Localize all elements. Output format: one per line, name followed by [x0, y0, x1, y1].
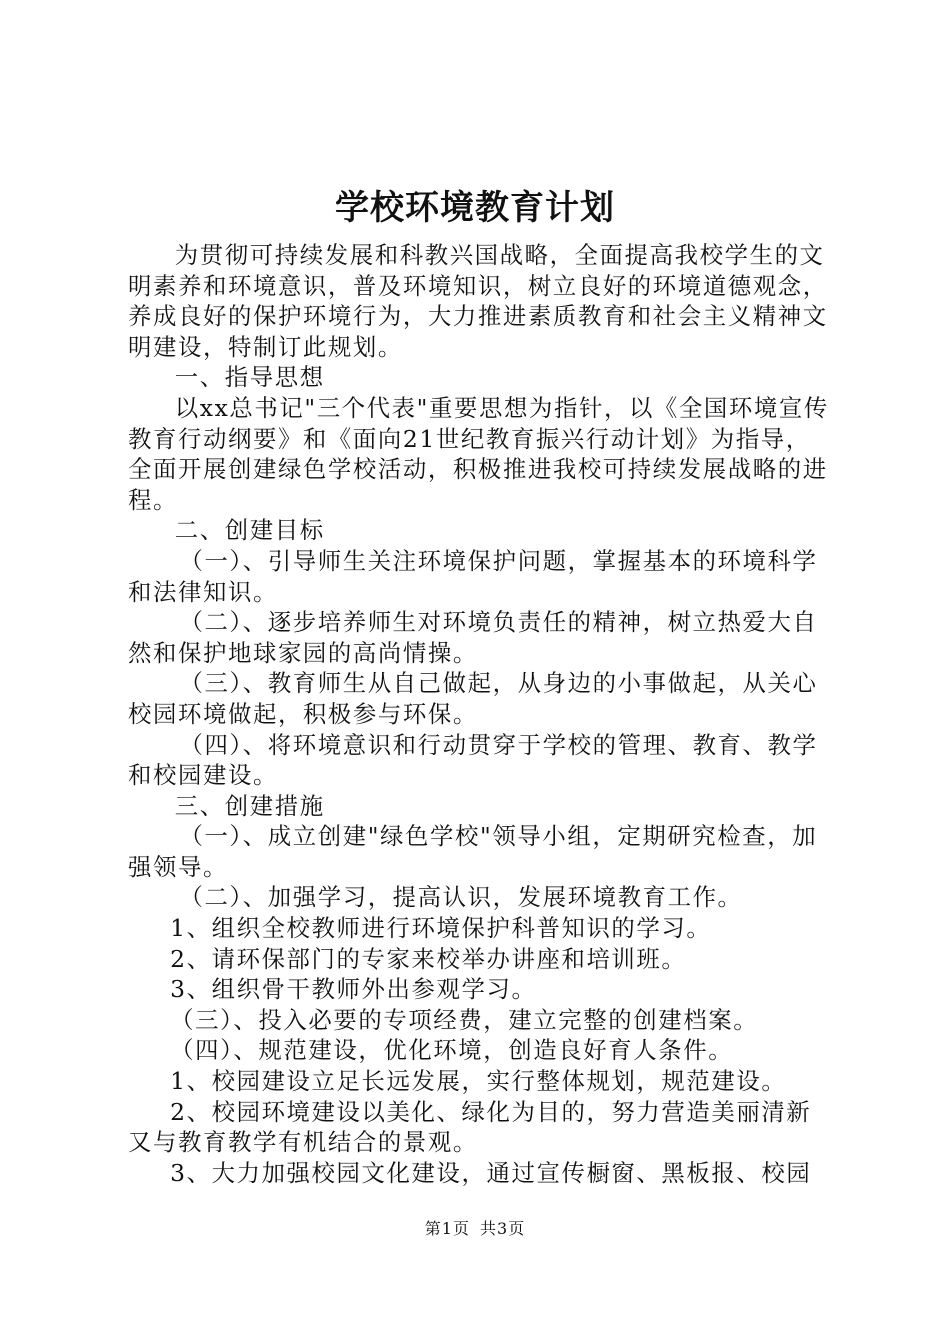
- section-heading-guiding-ideology: 一、指导思想: [174, 363, 325, 392]
- measure-subitem: 1、组织全校教师进行环境保护科普知识的学习。: [170, 914, 712, 943]
- measure-subitem: 3、组织骨干教师外出参观学习。: [170, 975, 537, 1004]
- paragraph-intro: 为贯彻可持续发展和科教兴国战略，全面提高我校学生的文明素养和环境意识，普及环境知识，树立良好的环境道德观念，养成良好的保护环境行为，大力推进素质教育和社会主义精神文明建设，特制订此规划。: [128, 241, 828, 361]
- section-heading-goals: 二、创建目标: [174, 516, 325, 545]
- page-number: 第1页: [424, 1219, 470, 1238]
- section-heading-measures: 三、创建措施: [174, 791, 325, 820]
- goal-item: （二）、逐步培养师生对环境负责任的精神，树立热爱大自然和保护地球家园的高尚情操。: [128, 608, 818, 667]
- measure-item: （二）、加强学习，提高认识，发展环境教育工作。: [179, 883, 743, 912]
- goal-item: （一）、引导师生关注环境保护问题，掌握基本的环境科学和法律知识。: [128, 546, 818, 606]
- goal-item: （四）、将环境意识和行动贯穿于学校的管理、教育、教学和校园建设。: [128, 730, 818, 790]
- measure-item: （三）、投入必要的专项经费，建立完整的创建档案。: [170, 1005, 759, 1034]
- measure-item: （四）、规范建设，优化环境，创造良好育人条件。: [170, 1036, 734, 1065]
- measure-subitem: 3、大力加强校园文化建设，通过宣传橱窗、黑板报、校园: [170, 1158, 812, 1187]
- paragraph-guiding-ideology: 以xx总书记"三个代表"重要思想为指针，以《全国环境宣传教育行动纲要》和《面向21世纪教育振兴行动计划》为指导，全面开展创建绿色学校活动，积极推进我校可持续发展战略的进程。: [128, 393, 829, 514]
- page-total: 共3页: [480, 1219, 526, 1238]
- measure-subitem: 2、请环保部门的专家来校举办讲座和培训班。: [170, 944, 687, 973]
- measure-item: （一）、成立创建"绿色学校"领导小组，定期研究检查，加强领导。: [128, 822, 818, 881]
- page-footer: [0, 1216, 950, 1239]
- document-title: 学校环境教育计划: [335, 188, 615, 228]
- measure-subitem: 1、校园建设立足长远发展，实行整体规划，规范建设。: [170, 1067, 787, 1096]
- measure-subitem: 2、校园环境建设以美化、绿化为目的，努力营造美丽清新又与教育教学有机结合的景观。: [128, 1097, 812, 1157]
- document-body: [128, 240, 833, 1188]
- goal-item: （三）、教育师生从自己做起，从身边的小事做起，从关心校园环境做起，积极参与环保。: [128, 669, 818, 728]
